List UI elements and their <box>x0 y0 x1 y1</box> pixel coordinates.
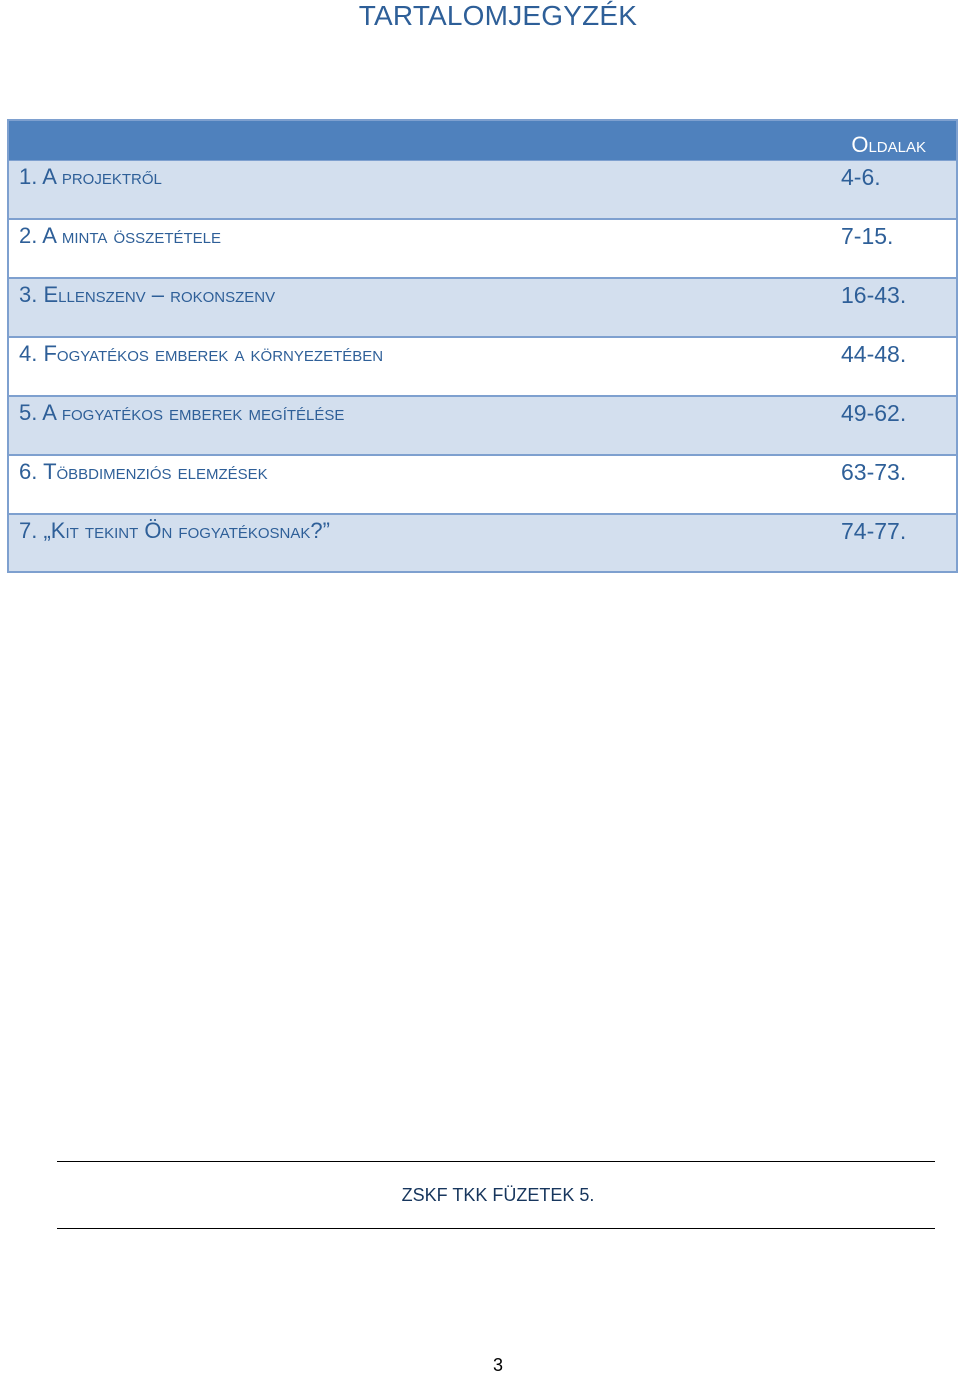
table-of-contents <box>7 119 958 573</box>
toc-entry-pages: 49-62. <box>841 400 907 426</box>
toc-entry-pages: 4-6. <box>841 164 881 190</box>
toc-entry-pages: 63-73. <box>841 459 907 485</box>
toc-row-5[interactable] <box>9 397 956 456</box>
toc-row-3[interactable] <box>9 279 956 338</box>
toc-row-6[interactable] <box>9 456 956 515</box>
toc-entry-pages: 44-48. <box>841 341 907 367</box>
toc-row-1[interactable] <box>9 161 956 220</box>
toc-entry-label: 1. A projektről <box>19 164 162 189</box>
toc-entry-label: 3. Ellenszenv – rokonszenv <box>19 282 276 307</box>
toc-entry-label: 2. A minta összetétele <box>19 223 222 248</box>
toc-entry-pages: 16-43. <box>841 282 907 308</box>
footer-series-title: ZSKF TKK FÜZETEK 5. <box>401 1185 595 1205</box>
footer-top-rule <box>57 1161 935 1162</box>
toc-entry-pages: 7-15. <box>841 223 894 249</box>
toc-entry-pages: 74-77. <box>841 518 907 544</box>
pages-column-header: Oldalak <box>851 132 926 157</box>
footer-bottom-rule <box>57 1228 935 1229</box>
toc-row-7[interactable] <box>9 515 956 571</box>
toc-entry-label: 4. Fogyatékos emberek a környezetében <box>19 341 384 366</box>
page-number: 3 <box>492 1355 503 1375</box>
toc-row-4[interactable] <box>9 338 956 397</box>
toc-entry-label: 6. Többdimenziós elemzések <box>19 459 268 484</box>
toc-header-row <box>9 121 956 161</box>
page-title: TARTALOMJEGYZÉK <box>358 0 638 31</box>
toc-entry-label: 5. A fogyatékos emberek megítélése <box>19 400 345 425</box>
toc-entry-label: 7. „Kit tekint Ön fogyatékosnak?” <box>19 518 330 543</box>
toc-row-2[interactable] <box>9 220 956 279</box>
